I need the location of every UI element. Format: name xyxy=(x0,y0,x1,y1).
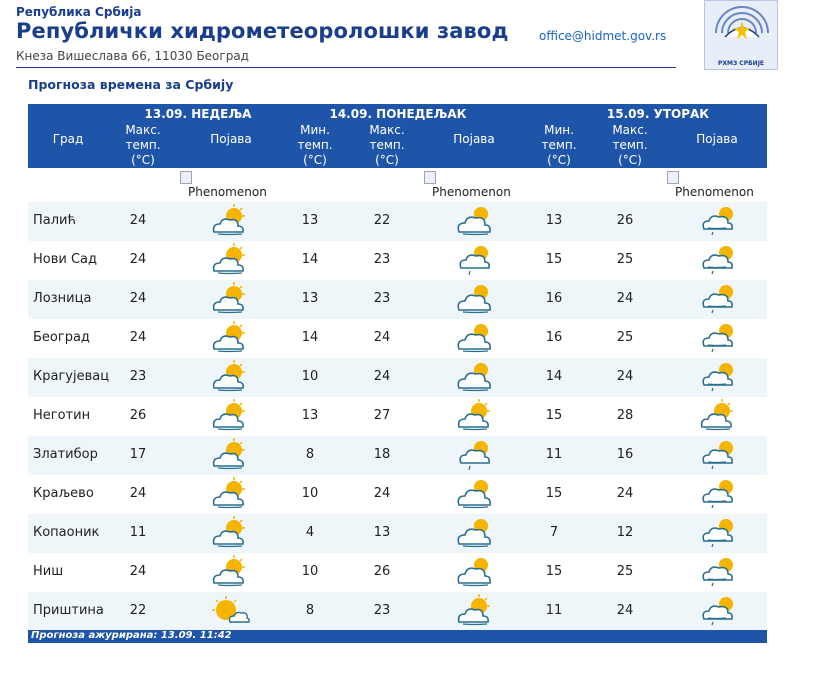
cloudy-sun-icon xyxy=(453,360,497,394)
broken-image-icon xyxy=(667,171,679,184)
temp-d2-max: 23 xyxy=(373,603,391,618)
col-max-header-1 xyxy=(118,123,168,168)
hdr-min-3-l1: Мин. xyxy=(544,123,574,137)
cloud-sun-shower-icon xyxy=(453,438,497,472)
temp-d3-max: 25 xyxy=(616,330,634,345)
temp-d1-max: 24 xyxy=(129,213,147,228)
city-name: Приштина xyxy=(33,603,104,618)
col-phen-header-3: Појава xyxy=(696,132,738,146)
cloudy-sun-rain-icon xyxy=(696,516,740,550)
address-text: Кнеза Вишеслава 66, 11030 Београд xyxy=(16,49,249,63)
partly-cloudy-icon xyxy=(208,360,252,394)
temp-d3-max: 26 xyxy=(616,213,634,228)
cloudy-sun-icon xyxy=(453,321,497,355)
cloudy-sun-icon xyxy=(453,282,497,316)
cloudy-sun-rain-icon xyxy=(696,438,740,472)
partly-cloudy-icon xyxy=(696,399,740,433)
hdr-max-3-l3: (°C) xyxy=(618,153,642,167)
sunny-cloud-icon xyxy=(208,594,252,628)
phenomenon-alt-1: Phenomenon xyxy=(188,185,267,199)
cloudy-sun-icon xyxy=(453,477,497,511)
temp-d3-min: 7 xyxy=(549,525,559,540)
temp-d3-max: 24 xyxy=(616,291,634,306)
hdr-max-3-l1: Макс. xyxy=(612,123,648,137)
temp-d1-max: 24 xyxy=(129,486,147,501)
partly-cloudy-icon xyxy=(208,438,252,472)
temp-d3-max: 24 xyxy=(616,486,634,501)
temp-d1-max: 11 xyxy=(129,525,147,540)
col-max-header-2 xyxy=(362,123,412,168)
temp-d2-min: 10 xyxy=(301,369,319,384)
temp-d2-max: 26 xyxy=(373,564,391,579)
rhmz-logo[interactable] xyxy=(704,0,778,70)
phenomenon-alt-3: Phenomenon xyxy=(675,185,754,199)
temp-d2-max: 18 xyxy=(373,447,391,462)
table-row xyxy=(28,397,767,436)
phenomenon-legend-row xyxy=(28,168,767,202)
phenomenon-alt-2: Phenomenon xyxy=(432,185,511,199)
temp-d1-max: 24 xyxy=(129,564,147,579)
city-name: Београд xyxy=(33,330,90,345)
partly-cloudy-icon xyxy=(208,477,252,511)
table-row xyxy=(28,436,767,475)
hdr-min-3-l3: (°C) xyxy=(547,153,571,167)
hdr-max-1-l3: (°C) xyxy=(131,153,155,167)
update-footer xyxy=(28,630,767,643)
partly-cloudy-icon xyxy=(208,204,252,238)
partly-cloudy-icon xyxy=(453,399,497,433)
phenomenon-image-3 xyxy=(667,171,754,199)
temp-d3-min: 11 xyxy=(545,447,563,462)
temp-d1-max: 24 xyxy=(129,291,147,306)
temp-d2-max: 27 xyxy=(373,408,391,423)
partly-cloudy-icon xyxy=(208,555,252,589)
cloudy-sun-icon xyxy=(453,204,497,238)
col-phen-header-1: Појава xyxy=(210,132,252,146)
temp-d2-min: 8 xyxy=(305,447,315,462)
temp-d2-max: 24 xyxy=(373,369,391,384)
institute-title[interactable]: Републички хидрометеоролошки завод xyxy=(16,19,509,43)
cloudy-sun-rain-icon xyxy=(696,360,740,394)
cloudy-sun-rain-icon xyxy=(696,594,740,628)
email-link[interactable]: office@hidmet.gov.rs xyxy=(539,29,667,43)
table-row xyxy=(28,358,767,397)
temp-d3-min: 13 xyxy=(545,213,563,228)
col-phen-header-2: Појава xyxy=(453,132,495,146)
cloudy-sun-rain-icon xyxy=(696,282,740,316)
day-header-2: 14.09. ПОНЕДЕЉАК xyxy=(329,107,467,121)
hdr-max-3-l2: темп. xyxy=(612,138,648,152)
partly-cloudy-icon xyxy=(208,243,252,277)
temp-d2-min: 13 xyxy=(301,213,319,228)
temp-d1-max: 24 xyxy=(129,252,147,267)
temp-d2-min: 10 xyxy=(301,486,319,501)
temp-d3-max: 16 xyxy=(616,447,634,462)
table-row xyxy=(28,592,767,631)
hdr-min-2-l3: (°C) xyxy=(303,153,327,167)
phenomenon-image-1 xyxy=(180,171,267,199)
cloudy-sun-rain-icon xyxy=(696,321,740,355)
table-row xyxy=(28,241,767,280)
temp-d3-min: 15 xyxy=(545,252,563,267)
city-name: Ниш xyxy=(33,564,64,579)
cloudy-sun-rain-icon xyxy=(696,555,740,589)
partly-cloudy-icon xyxy=(453,594,497,628)
hdr-max-2-l1: Макс. xyxy=(369,123,405,137)
temp-d3-min: 14 xyxy=(545,369,563,384)
table-row xyxy=(28,319,767,358)
partly-cloudy-icon xyxy=(208,516,252,550)
city-name: Крагујевац xyxy=(33,369,110,384)
update-timestamp: Прогноза ажурирана: 13.09. 11:42 xyxy=(31,630,232,641)
temp-d2-min: 13 xyxy=(301,408,319,423)
cloudy-sun-icon xyxy=(453,516,497,550)
temp-d3-min: 15 xyxy=(545,564,563,579)
table-header xyxy=(28,104,767,168)
city-name: Краљево xyxy=(33,486,94,501)
temp-d3-max: 28 xyxy=(616,408,634,423)
hdr-min-3-l2: темп. xyxy=(541,138,577,152)
day-header-3: 15.09. УТОРАК xyxy=(606,107,710,121)
phenomenon-image-2 xyxy=(424,171,511,199)
cloud-sun-shower-icon xyxy=(453,243,497,277)
temp-d2-max: 13 xyxy=(373,525,391,540)
hdr-min-2-l1: Мин. xyxy=(300,123,330,137)
temp-d2-max: 24 xyxy=(373,486,391,501)
hdr-min-2-l2: темп. xyxy=(297,138,333,152)
temp-d1-max: 26 xyxy=(129,408,147,423)
col-min-header-2 xyxy=(290,123,340,168)
partly-cloudy-icon xyxy=(208,399,252,433)
city-name: Нови Сад xyxy=(33,252,98,267)
temp-d3-min: 15 xyxy=(545,486,563,501)
temp-d2-max: 23 xyxy=(373,291,391,306)
col-min-header-3 xyxy=(534,123,584,168)
header-divider xyxy=(16,67,676,68)
temp-d2-min: 8 xyxy=(305,603,315,618)
col-city-header: Град xyxy=(52,132,84,146)
republic-label: Република Србија xyxy=(16,5,142,19)
temp-d3-min: 16 xyxy=(545,330,563,345)
partly-cloudy-icon xyxy=(208,321,252,355)
temp-d3-max: 24 xyxy=(616,369,634,384)
table-row xyxy=(28,475,767,514)
temp-d1-max: 17 xyxy=(129,447,147,462)
page-subtitle: Прогноза времена за Србију xyxy=(28,77,234,92)
cloudy-sun-rain-icon xyxy=(696,477,740,511)
temp-d2-min: 4 xyxy=(305,525,315,540)
hdr-max-1-l2: темп. xyxy=(125,138,161,152)
site-header xyxy=(0,0,838,75)
table-row xyxy=(28,553,767,592)
temp-d1-max: 23 xyxy=(129,369,147,384)
day-header-1: 13.09. НЕДЕЉА xyxy=(144,107,252,121)
partly-cloudy-icon xyxy=(208,282,252,316)
temp-d2-max: 22 xyxy=(373,213,391,228)
temp-d3-min: 11 xyxy=(545,603,563,618)
temp-d2-min: 13 xyxy=(301,291,319,306)
cloudy-sun-rain-icon xyxy=(696,243,740,277)
city-name: Неготин xyxy=(33,408,91,423)
temp-d3-min: 15 xyxy=(545,408,563,423)
hdr-max-1-l1: Макс. xyxy=(125,123,161,137)
table-row xyxy=(28,202,767,241)
hdr-max-2-l3: (°C) xyxy=(375,153,399,167)
temp-d2-min: 14 xyxy=(301,252,319,267)
broken-image-icon xyxy=(424,171,436,184)
city-name: Златибор xyxy=(33,447,98,462)
temp-d2-max: 24 xyxy=(373,330,391,345)
logo-caption: РХМЗ СРБИЈЕ xyxy=(717,60,765,67)
table-row xyxy=(28,280,767,319)
city-name: Лозница xyxy=(33,291,92,306)
col-max-header-3 xyxy=(605,123,655,168)
cloudy-sun-icon xyxy=(453,555,497,589)
cloudy-sun-rain-icon xyxy=(696,204,740,238)
temp-d3-min: 16 xyxy=(545,291,563,306)
temp-d3-max: 25 xyxy=(616,252,634,267)
city-name: Палић xyxy=(33,213,76,228)
temp-d2-min: 10 xyxy=(301,564,319,579)
broken-image-icon xyxy=(180,171,192,184)
temp-d2-min: 14 xyxy=(301,330,319,345)
temp-d3-max: 24 xyxy=(616,603,634,618)
hdr-max-2-l2: темп. xyxy=(369,138,405,152)
city-name: Копаоник xyxy=(33,525,100,540)
table-row xyxy=(28,514,767,553)
temp-d1-max: 24 xyxy=(129,330,147,345)
temp-d3-max: 12 xyxy=(616,525,634,540)
temp-d3-max: 25 xyxy=(616,564,634,579)
temp-d2-max: 23 xyxy=(373,252,391,267)
temp-d1-max: 22 xyxy=(129,603,147,618)
